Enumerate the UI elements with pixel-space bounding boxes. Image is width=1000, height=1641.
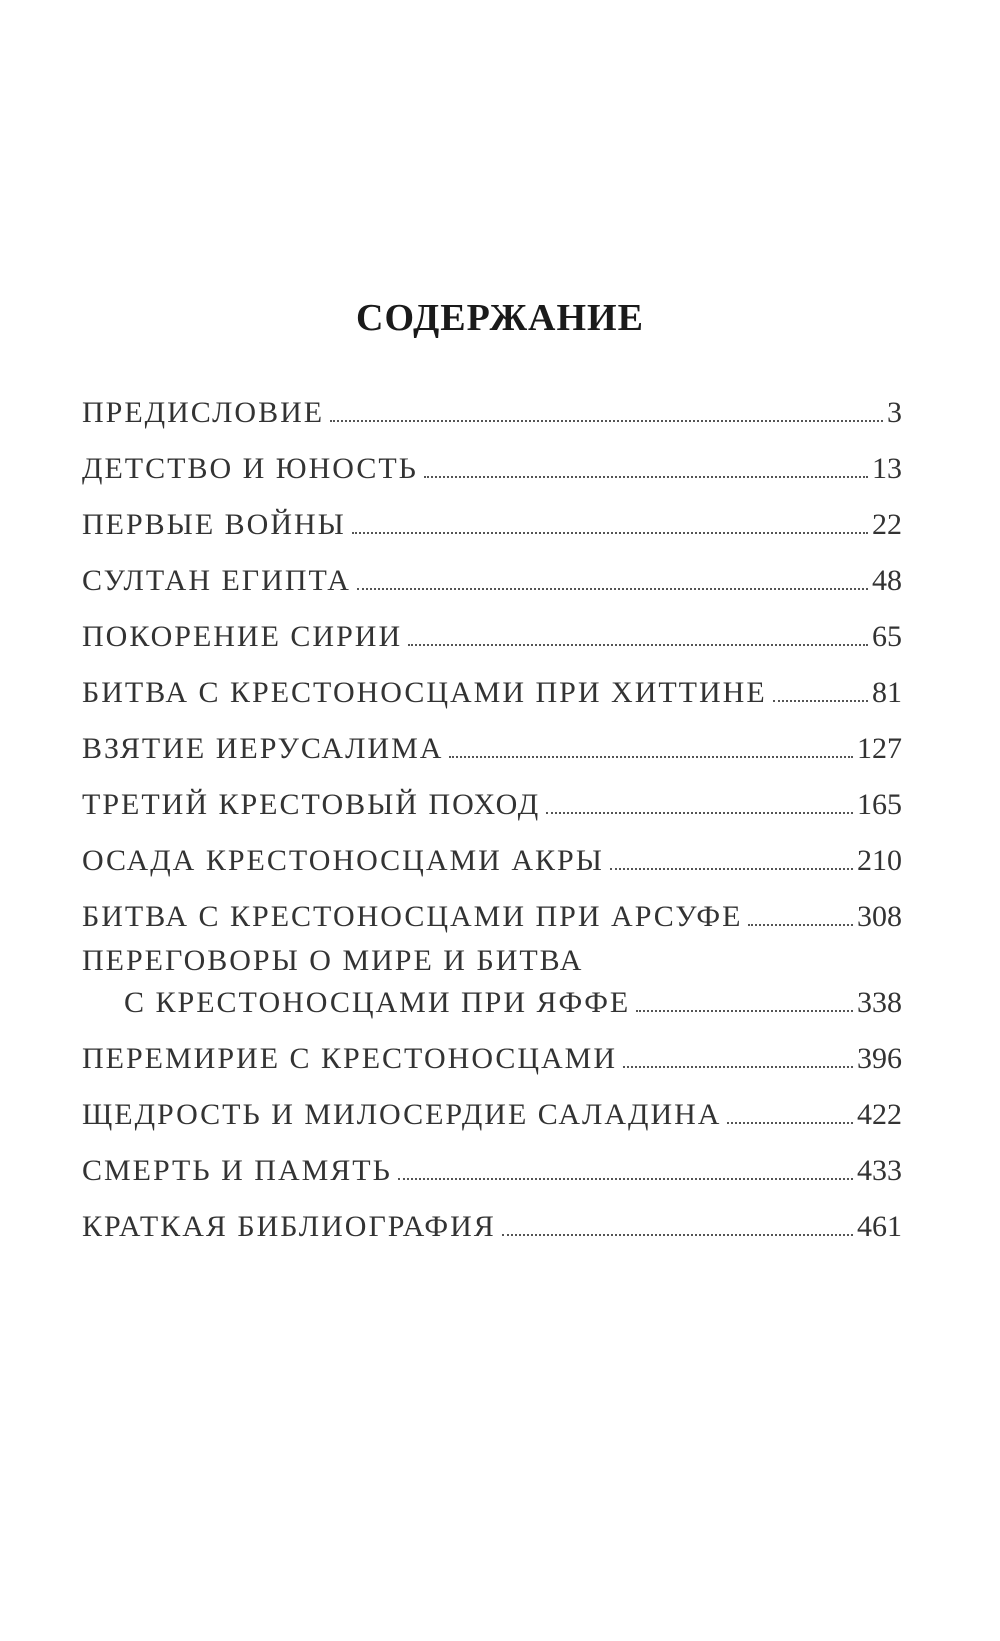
toc-entry-label: БИТВА С КРЕСТОНОСЦАМИ ПРИ АРСУФЕ (82, 900, 743, 933)
toc-entry-label: ЩЕДРОСТЬ И МИЛОСЕРДИЕ САЛАДИНА (82, 1098, 722, 1131)
toc-entry-page: 422 (857, 1098, 902, 1131)
toc-entry-label-continued: С КРЕСТОНОСЦАМИ ПРИ ЯФФЕ (124, 986, 631, 1019)
page-title: СОДЕРЖАНИЕ (356, 297, 644, 339)
dot-leader (408, 644, 868, 646)
dot-leader (773, 700, 868, 702)
dot-leader (357, 588, 868, 590)
toc-entry (82, 484, 902, 540)
toc-entry-page: 308 (857, 900, 902, 933)
dot-leader (623, 1066, 853, 1068)
dot-leader (636, 1010, 853, 1012)
toc-entry (82, 708, 902, 764)
dot-leader (424, 476, 868, 478)
toc-entry (82, 1186, 902, 1242)
toc-entry-label: ТРЕТИЙ КРЕСТОВЫЙ ПОХОД (82, 788, 541, 821)
dot-leader (449, 756, 853, 758)
toc-entry (82, 1130, 902, 1186)
toc-entry-page: 210 (857, 844, 902, 877)
dot-leader (727, 1122, 853, 1124)
toc-entry (82, 932, 902, 1018)
toc-entry-page: 338 (857, 986, 902, 1019)
toc-entry-label: ВЗЯТИЕ ИЕРУСАЛИМА (82, 732, 444, 765)
toc-entry-label: ПЕРЕГОВОРЫ О МИРЕ И БИТВА (82, 944, 584, 977)
toc-entry-page: 22 (872, 508, 902, 541)
toc-entry-label: СМЕРТЬ И ПАМЯТЬ (82, 1154, 392, 1187)
toc-entry-label: БИТВА С КРЕСТОНОСЦАМИ ПРИ ХИТТИНЕ (82, 676, 767, 709)
toc-entry-label: ПЕРЕМИРИЕ С КРЕСТОНОСЦАМИ (82, 1042, 618, 1075)
toc-entry (82, 540, 902, 596)
toc-entry-page: 48 (872, 564, 902, 597)
toc-entry-continuation (82, 980, 902, 1018)
toc-entry-page: 165 (857, 788, 902, 821)
dot-leader (330, 420, 883, 422)
toc-entry (82, 1074, 902, 1130)
toc-entry (82, 372, 902, 428)
toc-entry-label: ОСАДА КРЕСТОНОСЦАМИ АКРЫ (82, 844, 604, 877)
toc-entry-label: СУЛТАН ЕГИПТА (82, 564, 351, 597)
table-of-contents (82, 372, 902, 1242)
toc-entry (82, 764, 902, 820)
toc-entry (82, 596, 902, 652)
dot-leader (502, 1234, 853, 1236)
toc-entry-page: 3 (887, 396, 902, 429)
toc-entry (82, 428, 902, 484)
dot-leader (748, 924, 853, 926)
toc-entry (82, 876, 902, 932)
toc-entry-label: ПЕРВЫЕ ВОЙНЫ (82, 508, 346, 541)
toc-entry-page: 127 (857, 732, 902, 765)
toc-entry-page: 396 (857, 1042, 902, 1075)
dot-leader (398, 1178, 853, 1180)
toc-entry-page: 13 (872, 452, 902, 485)
toc-entry (82, 820, 902, 876)
toc-entry-page: 433 (857, 1154, 902, 1187)
toc-entry-page: 65 (872, 620, 902, 653)
toc-entry (82, 1018, 902, 1074)
dot-leader (546, 812, 853, 814)
toc-entry-page: 81 (872, 676, 902, 709)
dot-leader (610, 868, 853, 870)
toc-entry-label: ПРЕДИСЛОВИЕ (82, 396, 325, 429)
dot-leader (352, 532, 868, 534)
toc-entry-page: 461 (857, 1210, 902, 1243)
toc-entry (82, 652, 902, 708)
toc-entry-label: КРАТКАЯ БИБЛИОГРАФИЯ (82, 1210, 496, 1243)
toc-entry-label: ПОКОРЕНИЕ СИРИИ (82, 620, 403, 653)
toc-entry-label: ДЕТСТВО И ЮНОСТЬ (82, 452, 418, 485)
